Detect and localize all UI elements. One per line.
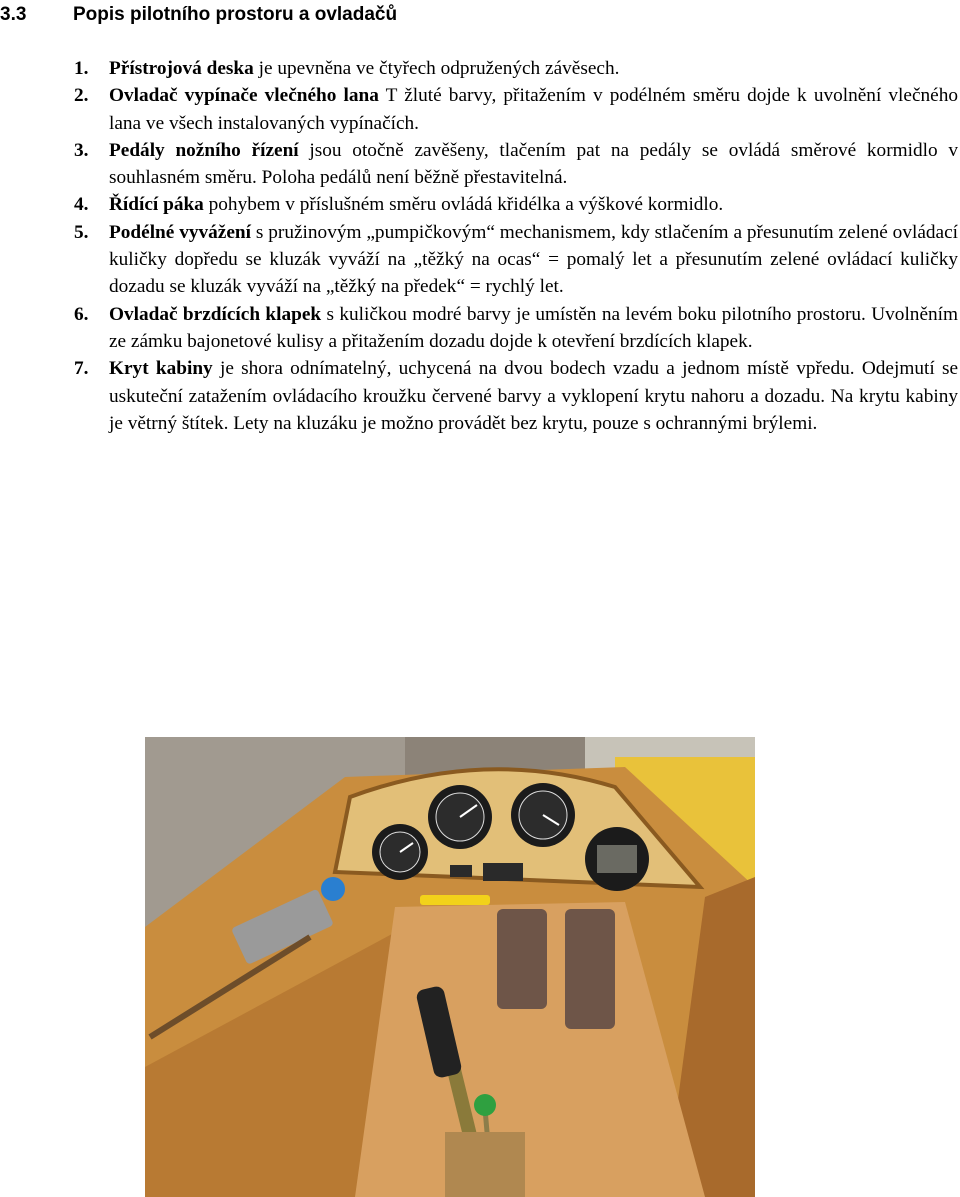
item-text: s pružinovým „pumpičkovým“ mechanismem, kdy stlačením a přesunutím zelené ovládací kuličky dopředu se kluzák vyváží na „těžký na ocas“ = pomalý let a přesunutím zelené ovládací kuličky dozadu se kluzák vyváží na „těžký na předek“ = rychlý let.: [109, 221, 958, 298]
item-number: 6.: [74, 303, 89, 325]
list-item: [74, 219, 958, 301]
item-number: 2.: [74, 85, 89, 107]
list-item: [74, 191, 958, 218]
item-number: 4.: [74, 194, 89, 216]
item-number: 7.: [74, 358, 89, 380]
item-text: je shora odnímatelný, uchycená na dvou bodech vzadu a jednom místě vpředu. Odejmutí se uskuteční zatažením ovládacího kroužku červené barvy a vyklopení krytu nahoru a dozadu. Na krytu kabiny je větrný štítek. Lety na kluzáku je možno provádět bez krytu, pouze s ochrannými brýlemi.: [109, 358, 959, 434]
item-number: 1.: [74, 58, 89, 79]
panel-placard: [483, 863, 523, 881]
section-heading: [0, 2, 397, 28]
airbrake-ball: [321, 877, 345, 901]
list-item: [74, 82, 958, 137]
item-term: Podélné vyvážení: [109, 221, 251, 243]
item-term: Ovladač brzdících klapek: [109, 303, 322, 325]
gauge-altimeter: [428, 785, 492, 849]
item-term: Kryt kabiny: [109, 358, 213, 380]
item-text: T žluté barvy, přitažením v podélném směru dojde k uvolnění vlečného lana ve všech instalovaných vypínačích.: [109, 85, 959, 134]
section-number: 3.3: [0, 4, 27, 25]
item-term: Ovladač vypínače vlečného lana: [109, 85, 379, 107]
pedal-right: [565, 909, 615, 1029]
item-number: 5.: [74, 221, 89, 243]
list-item: [74, 355, 958, 437]
trim-ball: [474, 1094, 496, 1116]
gauge-variometer: [511, 783, 575, 847]
list-item: [74, 137, 958, 192]
gauge-airspeed: [372, 824, 428, 880]
item-text: s kuličkou modré barvy je umístěn na levém boku pilotního prostoru. Uvolněním ze zámku bajonetové kulisy a přitažením dozadu dojde k otevření brzdících klapek.: [109, 303, 958, 352]
controls-list: [74, 55, 958, 437]
item-number: 3.: [74, 139, 89, 161]
list-item: [74, 301, 958, 356]
item-text: pohybem v příslušném směru ovládá křidélka a výškové kormidlo.: [203, 194, 724, 216]
item-text: jsou otočně zavěšeny, tlačením pat na pedály se ovládá směrové kormidlo v souhlasném směru. Poloha pedálů není běžně přestavitelná.: [109, 139, 958, 189]
item-text: je upevněna ve čtyřech odpružených závěsech.: [253, 58, 620, 79]
pedal-left: [497, 909, 547, 1009]
cockpit-photo: [145, 737, 755, 1197]
item-term: Přístrojová deska: [109, 58, 254, 79]
section-title: Popis pilotního prostoru a ovladačů: [73, 4, 398, 25]
gauge-compass: [585, 827, 649, 891]
floor-board: [445, 1132, 525, 1197]
panel-switch: [450, 865, 472, 877]
item-term: Řídící páka: [109, 194, 204, 216]
tow-release-handle: [420, 895, 490, 905]
item-term: Pedály nožního řízení: [109, 139, 299, 161]
list-item: [74, 55, 958, 82]
